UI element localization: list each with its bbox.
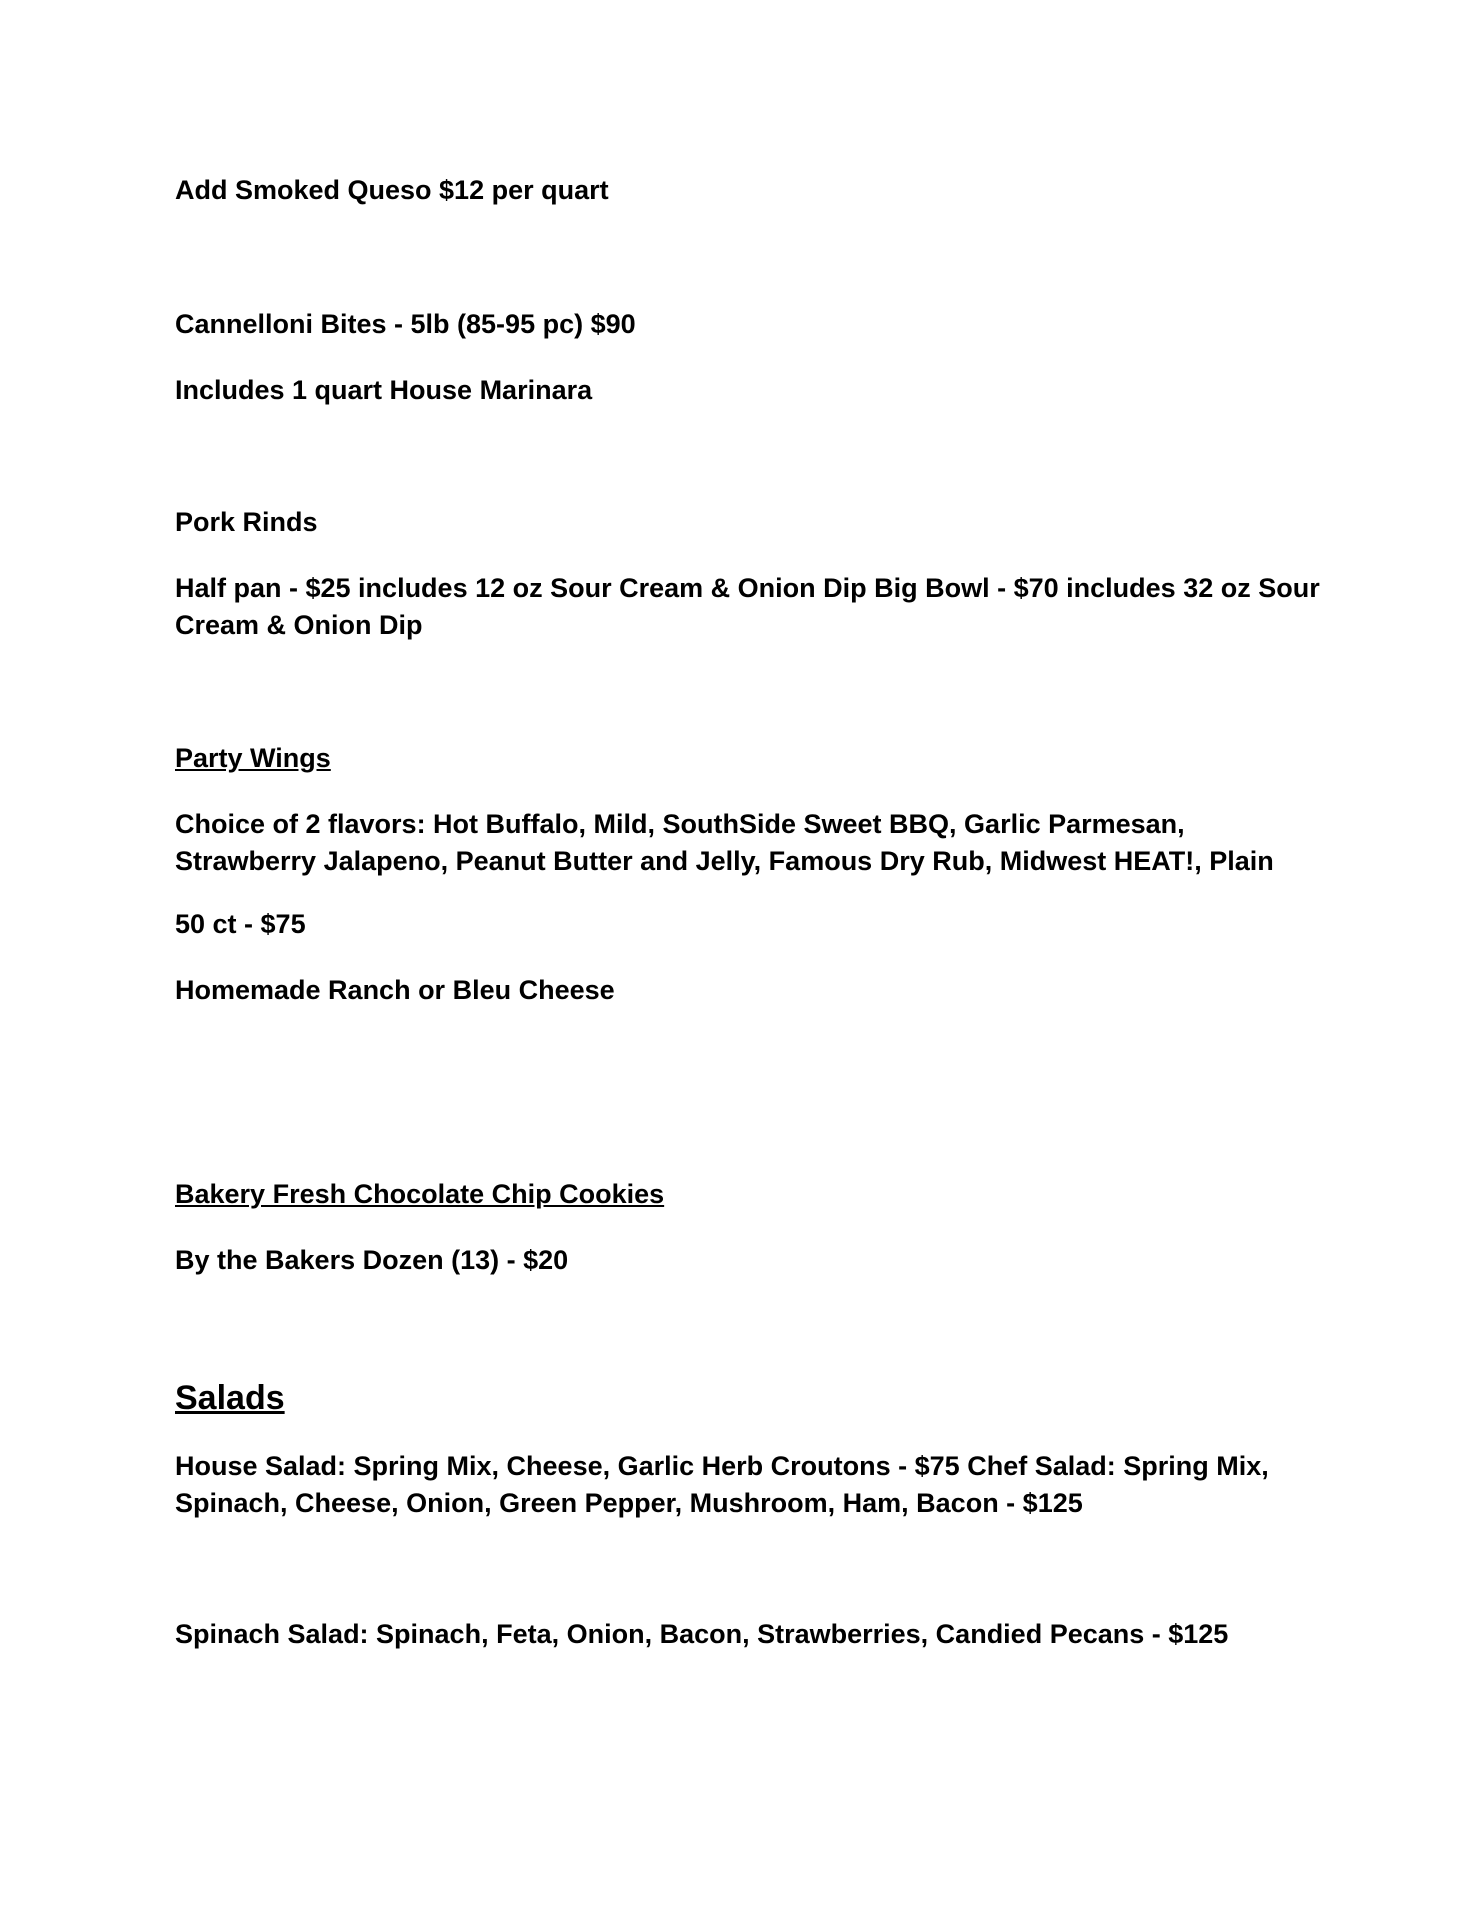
cookies-title: Bakery Fresh Chocolate Chip Cookies xyxy=(175,1179,665,1209)
salad-spinach: Spinach Salad: Spinach, Feta, Onion, Bacon, Strawberries, Candied Pecans - $125 xyxy=(175,1619,1229,1649)
cannelloni-bites: Cannelloni Bites - 5lb (85-95 pc) $90 xyxy=(175,309,636,339)
wings-price: 50 ct - $75 xyxy=(175,909,306,939)
pork-rinds-title: Pork Rinds xyxy=(175,507,318,537)
wings-dip: Homemade Ranch or Bleu Cheese xyxy=(175,975,615,1005)
wings-flavors: Choice of 2 flavors: Hot Buffalo, Mild, SouthSide Sweet BBQ, Garlic Parmesan, Strawberry Jalapeno, Peanut Butter and Jelly, Famous Dry Rub, Midwest HEAT!, Plain xyxy=(175,809,1274,876)
pork-rinds-description: Half pan - $25 includes 12 oz Sour Cream & Onion Dip Big Bowl - $70 includes 32 oz Sour Cream & Onion Dip xyxy=(175,573,1320,640)
cannelloni-includes: Includes 1 quart House Marinara xyxy=(175,375,593,405)
party-wings-title: Party Wings xyxy=(175,743,331,773)
salads-heading: Salads xyxy=(175,1379,285,1417)
queso-addon: Add Smoked Queso $12 per quart xyxy=(175,175,609,205)
cookies-price: By the Bakers Dozen (13) - $20 xyxy=(175,1245,569,1275)
salads-house-chef: House Salad: Spring Mix, Cheese, Garlic Herb Croutons - $75 Chef Salad: Spring Mix, Spinach, Cheese, Onion, Green Pepper, Mushroom, Ham, Bacon - $125 xyxy=(175,1451,1269,1518)
